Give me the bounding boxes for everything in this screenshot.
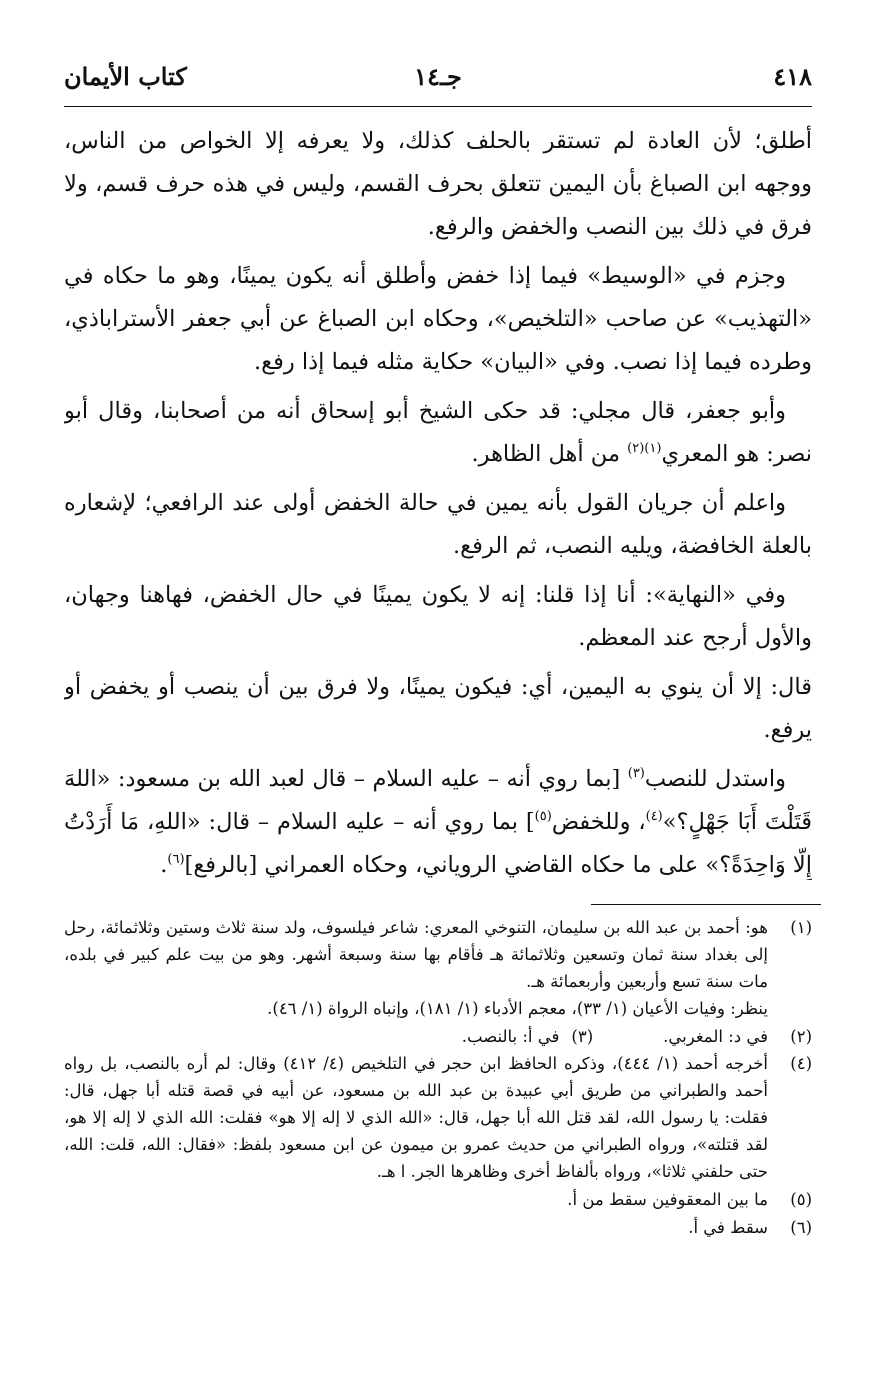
paragraph-3-text: وأبو جعفر، قال مجلي: قد حكى الشيخ أبو إسحاق أنه من أصحابنا، وقال أبو نصر: هو المعري — [64, 398, 812, 467]
main-text — [64, 120, 812, 880]
footnote-1 — [64, 914, 812, 1022]
paragraph-7-text-a: واستدل للنصب — [644, 766, 786, 792]
book-title: كتاب الأيمان — [64, 62, 187, 91]
footnote-1-text: هو: أحمد بن عبد الله بن سليمان، التنوخي المعري: شاعر فيلسوف، ولد سنة ثلاث وستين وثلاثمائة، رحل إلى بغداد سنة ثمان وتسعين وثلاثمائة هـ فأقام بها سنة وسبعة أشهر. وهو من بيت علم كبير في بلده، مات سنة تسع وأربعين وأربعمائة هـ. — [64, 918, 768, 991]
footnote-5-number: (٥) — [790, 1190, 812, 1209]
footnote-ref-4: (٤) — [645, 809, 663, 824]
footnote-ref-1-2: (١)(٢) — [627, 441, 662, 456]
footnote-1-sources: ينظر: وفيات الأعيان (١/ ٣٣)، معجم الأدباء (١/ ١٨١)، وإنباه الرواة (١/ ٤٦). — [267, 999, 768, 1018]
footnote-1-number: (١) — [790, 918, 812, 937]
footnote-4 — [64, 1050, 812, 1185]
paragraph-3-tail: من أهل الظاهر. — [471, 441, 628, 467]
paragraph-7-text-e: . — [160, 852, 168, 878]
footnote-4-number: (٤) — [790, 1054, 812, 1073]
page-number: ٤١٨ — [773, 62, 812, 91]
footnote-5-text: ما بين المعقوفين سقط من أ. — [567, 1190, 768, 1209]
paragraph-1: أطلق؛ لأن العادة لم تستقر بالحلف كذلك، ولا يعرفه إلا الخواص من الناس، ووجهه ابن الصباغ بأن اليمين تتعلق بحرف القسم، وليس في هذه حرف قسم، ولا فرق في ذلك بين النصب والخفض والرفع. — [64, 128, 812, 240]
paragraph-6: قال: إلا أن ينوي به اليمين، أي: فيكون يمينًا، ولا فرق بين أن ينصب أو يخفض أو يرفع. — [64, 674, 812, 743]
footnote-2 — [663, 1023, 812, 1050]
footnote-4-text: أخرجه أحمد (١/ ٤٤٤)، وذكره الحافظ ابن حجر في التلخيص (٤/ ٤١٢) وقال: لم أره بالنصب، بل رواه أحمد والطبراني من طريق أبي عبيدة بن عبد الله بن مسعود، عن أبيه في قصة قتله أبا جهل، قال: فقلت: يا رسول الله، لقد قتل الله أبا جهل، قال: «الله الذي لا إله إلا هو» فقلت: الله الذي لا إله إلا هو، لقد قتلته»، ورواه الطبراني من حديث عمرو بن ميمون عن ابن مسعود بلفظ: «فقال: الله، قلت: الله، حتى حلفني ثلاثا»، ورواه بألفاظ أخرى وظاهرها الجر. ا هـ. — [64, 1054, 768, 1181]
footnote-6-number: (٦) — [790, 1218, 812, 1237]
footnote-ref-6: (٦) — [167, 852, 185, 867]
footnote-3-number: (٣) — [571, 1027, 594, 1046]
volume-label: جـ١٤ — [414, 62, 462, 91]
footnote-ref-3: (٣) — [627, 766, 645, 781]
footnote-2-number: (٢) — [790, 1027, 812, 1046]
footnote-ref-5: (٥) — [534, 809, 552, 824]
paragraph-4: واعلم أن جريان القول بأنه يمين في حالة الخفض أولى عند الرافعي؛ لإشعاره بالعلة الخافضة، ويليه النصب، ثم الرفع. — [64, 490, 812, 559]
footnote-2-text: في د: المغربي. — [663, 1027, 768, 1046]
paragraph-3 — [64, 390, 812, 476]
header-divider — [64, 106, 812, 107]
page-header — [64, 62, 812, 102]
paragraph-7 — [64, 758, 812, 880]
footnote-6 — [64, 1214, 812, 1241]
footnotes — [64, 914, 812, 1294]
footnote-divider — [591, 904, 821, 905]
footnote-row-2-3 — [64, 1023, 812, 1050]
paragraph-7-text-c: ، وللخفض — [551, 809, 646, 835]
footnote-5 — [64, 1186, 812, 1213]
footnote-6-text: سقط في أ. — [688, 1218, 768, 1237]
footnote-3-text: في أ: بالنصب. — [461, 1027, 560, 1046]
paragraph-7-text-d: ] بما روي أنه – عليه السلام – قال: «اللهِ، مَا أَرَدْتُ إِلّا وَاحِدَةً؟» على ما حكاه القاضي الروياني، وحكاه العمراني [بالرفع] — [64, 809, 812, 878]
paragraph-7-text-b: [بما روي أنه – عليه السلام – قال لعبد الله بن مسعود: «اللهَ قَتَلْتَ أَبَا جَهْلٍ؟» — [64, 766, 812, 835]
paragraph-5: وفي «النهاية»: أنا إذا قلنا: إنه لا يكون يمينًا في حال الخفض، فهاهنا وجهان، والأول أرجح عند المعظم. — [64, 582, 812, 651]
footnote-1-body — [64, 914, 768, 1022]
paragraph-2: وجزم في «الوسيط» فيما إذا خفض وأطلق أنه يكون يمينًا، وهو ما حكاه في «التهذيب» عن صاحب «التلخيص»، وحكاه ابن الصباغ عن أبي جعفر الأستراباذي، وطرده فيما إذا نصب. وفي «البيان» حكاية مثله فيما إذا رفع. — [64, 263, 812, 375]
footnote-3 — [462, 1023, 593, 1050]
